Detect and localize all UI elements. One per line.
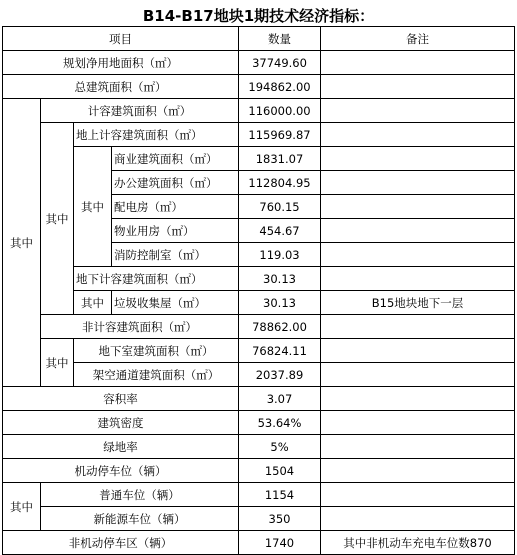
row-note xyxy=(321,123,515,147)
row-label: 配电房（㎡） xyxy=(112,195,239,219)
row-value: 350 xyxy=(239,507,321,531)
row-label: 计容建筑面积（㎡） xyxy=(41,99,239,123)
table-row xyxy=(3,291,515,315)
row-value: 112804.95 xyxy=(239,171,321,195)
row-value: 30.13 xyxy=(239,291,321,315)
group-label: 其中 xyxy=(74,291,112,315)
indicator-table xyxy=(2,26,515,555)
row-value: 78862.00 xyxy=(239,315,321,339)
row-note xyxy=(321,339,515,363)
row-label: 办公建筑面积（㎡） xyxy=(112,171,239,195)
row-note xyxy=(321,171,515,195)
row-value: 1831.07 xyxy=(239,147,321,171)
table-row xyxy=(3,339,515,363)
row-note xyxy=(321,315,515,339)
row-note xyxy=(321,99,515,123)
table-row xyxy=(3,363,515,387)
row-label: 消防控制室（㎡） xyxy=(112,243,239,267)
row-note xyxy=(321,243,515,267)
table-row xyxy=(3,75,515,99)
table-row xyxy=(3,459,515,483)
row-label: 普通车位（辆） xyxy=(41,483,239,507)
row-value: 119.03 xyxy=(239,243,321,267)
group-label: 其中 xyxy=(41,123,74,315)
row-value: 116000.00 xyxy=(239,99,321,123)
row-label: 绿地率 xyxy=(3,435,239,459)
table-row xyxy=(3,507,515,531)
row-value: 3.07 xyxy=(239,387,321,411)
row-note xyxy=(321,459,515,483)
table-row xyxy=(3,387,515,411)
row-note xyxy=(321,435,515,459)
row-label: 机动停车位（辆） xyxy=(3,459,239,483)
row-label: 地下计容建筑面积（㎡） xyxy=(74,267,239,291)
table-row xyxy=(3,435,515,459)
header-row xyxy=(3,27,515,51)
row-label: 商业建筑面积（㎡） xyxy=(112,147,239,171)
row-note xyxy=(321,219,515,243)
row-label: 地上计容建筑面积（㎡） xyxy=(74,123,239,147)
page-title: B14-B17地块1期技术经济指标： xyxy=(142,7,375,25)
row-label: 规划净用地面积（㎡） xyxy=(3,51,239,75)
row-value: 1154 xyxy=(239,483,321,507)
row-note xyxy=(321,75,515,99)
row-value: 30.13 xyxy=(239,267,321,291)
row-note: B15地块地下一层 xyxy=(321,291,515,315)
row-note xyxy=(321,363,515,387)
row-note xyxy=(321,51,515,75)
header-quantity: 数量 xyxy=(239,27,321,51)
row-value: 115969.87 xyxy=(239,123,321,147)
group-label: 其中 xyxy=(3,99,41,387)
row-value: 454.67 xyxy=(239,219,321,243)
row-label: 建筑密度 xyxy=(3,411,239,435)
row-label: 架空通道建筑面积（㎡） xyxy=(74,363,239,387)
header-item: 项目 xyxy=(3,27,239,51)
table-row xyxy=(3,123,515,147)
row-label: 物业用房（㎡） xyxy=(112,219,239,243)
row-note xyxy=(321,483,515,507)
row-label: 总建筑面积（㎡） xyxy=(3,75,239,99)
row-label: 新能源车位（辆） xyxy=(41,507,239,531)
row-note xyxy=(321,411,515,435)
table-row xyxy=(3,411,515,435)
row-value: 760.15 xyxy=(239,195,321,219)
row-note xyxy=(321,147,515,171)
row-value: 5% xyxy=(239,435,321,459)
row-label: 非机动停车区（辆） xyxy=(3,531,239,555)
row-value: 194862.00 xyxy=(239,75,321,99)
row-label: 容积率 xyxy=(3,387,239,411)
table-row xyxy=(3,147,515,171)
row-value: 1740 xyxy=(239,531,321,555)
row-note xyxy=(321,387,515,411)
group-label: 其中 xyxy=(41,339,74,387)
row-label: 地下室建筑面积（㎡） xyxy=(74,339,239,363)
row-note xyxy=(321,195,515,219)
row-label: 垃圾收集屋（㎡） xyxy=(112,291,239,315)
table-row xyxy=(3,483,515,507)
row-value: 37749.60 xyxy=(239,51,321,75)
row-note xyxy=(321,267,515,291)
row-label: 非计容建筑面积（㎡） xyxy=(41,315,239,339)
table-row xyxy=(3,51,515,75)
row-value: 1504 xyxy=(239,459,321,483)
table-row xyxy=(3,267,515,291)
row-note xyxy=(321,507,515,531)
header-note: 备注 xyxy=(321,27,515,51)
table-row xyxy=(3,315,515,339)
row-value: 76824.11 xyxy=(239,339,321,363)
group-label: 其中 xyxy=(3,483,41,531)
table-row xyxy=(3,99,515,123)
row-value: 53.64% xyxy=(239,411,321,435)
group-label: 其中 xyxy=(74,147,112,267)
row-note: 其中非机动车充电车位数870 xyxy=(321,531,515,555)
row-value: 2037.89 xyxy=(239,363,321,387)
